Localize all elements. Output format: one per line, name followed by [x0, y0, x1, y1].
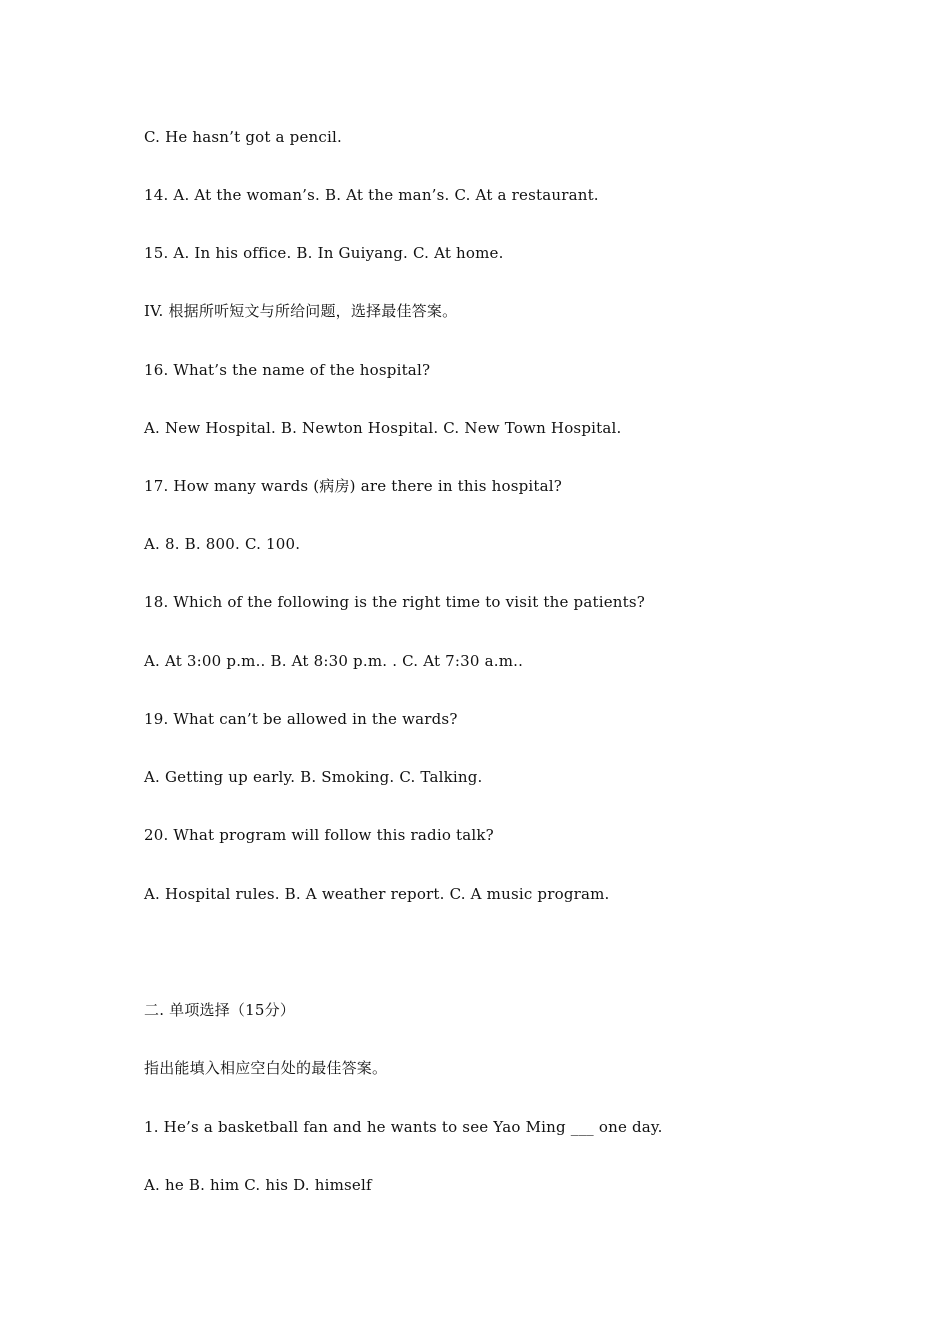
- question-16: 16. What’s the name of the hospital?: [144, 361, 431, 379]
- question-19-options: A. Getting up early. B. Smoking. C. Talking.: [144, 768, 483, 786]
- question-18: 18. Which of the following is the right time to visit the patients?: [144, 593, 646, 611]
- question-17-options: A. 8. B. 800. C. 100.: [144, 535, 301, 553]
- single-choice-heading: 二. 单项选择（15分）: [144, 1001, 296, 1019]
- question-14: 14. A. At the woman’s. B. At the man’s. C. At a restaurant.: [144, 186, 599, 204]
- q13-option-c: C. He hasn’t got a pencil.: [144, 128, 342, 146]
- question-16-options: A. New Hospital. B. Newton Hospital. C. New Town Hospital.: [144, 419, 622, 437]
- question-15: 15. A. In his office. B. In Guiyang. C. At home.: [144, 244, 504, 262]
- question-20-options: A. Hospital rules. B. A weather report. C. A music program.: [144, 885, 610, 903]
- single-choice-question-1: 1. He’s a basketball fan and he wants to see Yao Ming ___ one day.: [144, 1118, 663, 1136]
- section-4-heading: IV. 根据所听短文与所给问题，选择最佳答案。: [144, 302, 458, 320]
- single-choice-instruction: 指出能填入相应空白处的最佳答案。: [144, 1059, 388, 1077]
- question-17: 17. How many wards (病房) are there in this hospital?: [144, 477, 563, 495]
- question-19: 19. What can’t be allowed in the wards?: [144, 710, 458, 728]
- question-18-options: A. At 3:00 p.m.. B. At 8:30 p.m. . C. At 7:30 a.m..: [144, 652, 524, 670]
- single-choice-question-1-options: A. he B. him C. his D. himself: [144, 1176, 372, 1194]
- question-20: 20. What program will follow this radio talk?: [144, 826, 494, 844]
